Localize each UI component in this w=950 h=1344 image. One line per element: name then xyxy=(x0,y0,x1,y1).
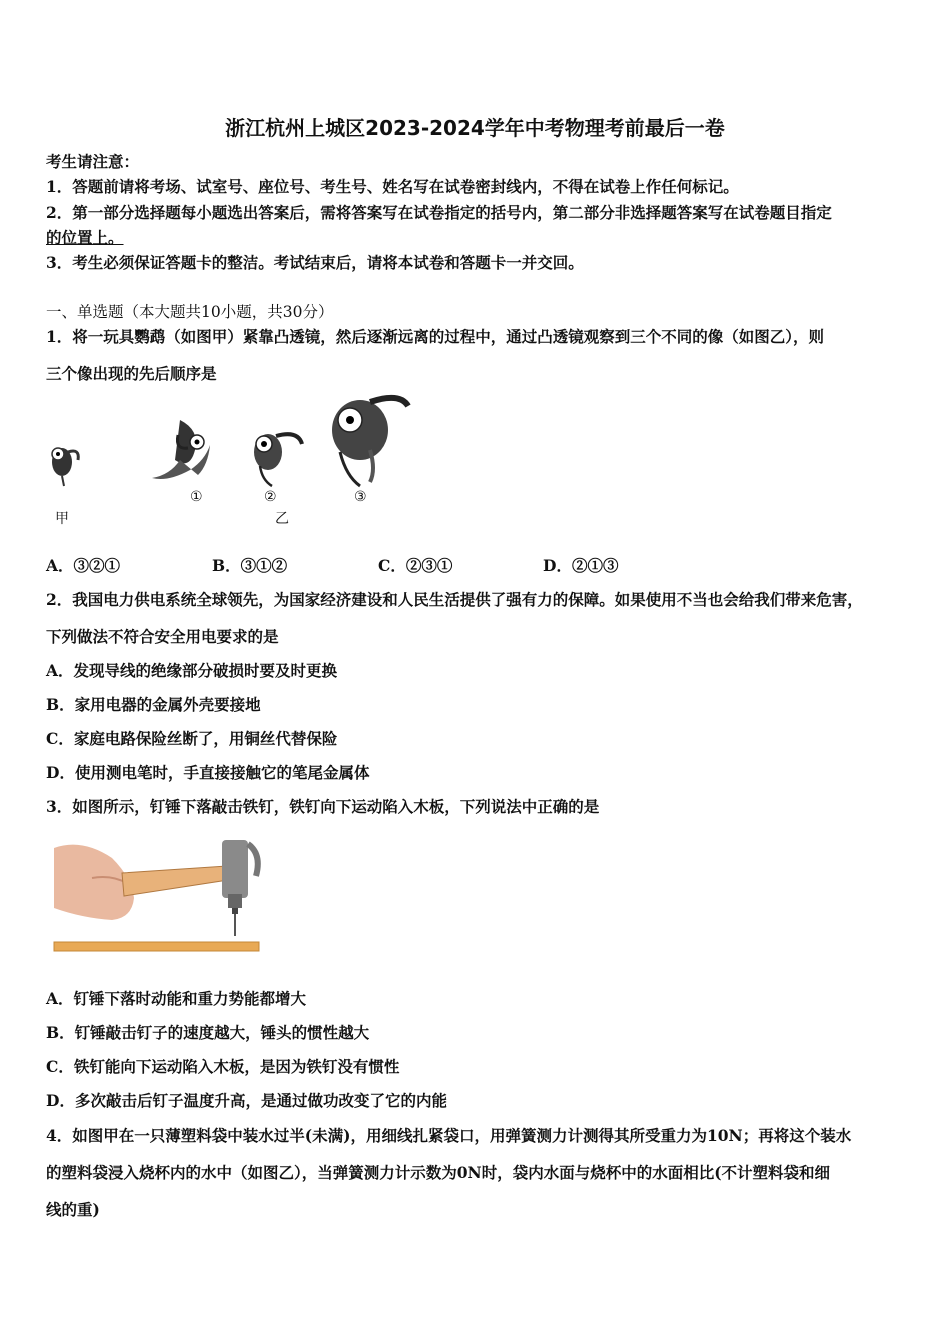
q1-option-b[interactable]: B．③①② xyxy=(212,556,288,575)
fig-label-3: ③ xyxy=(354,489,367,505)
q2-option-d[interactable]: D．使用测电笔时，手直接接触它的笔尾金属体 xyxy=(46,763,370,782)
parrot-image-3-icon xyxy=(332,398,408,486)
q3-option-b[interactable]: B．钉锤敲击钉子的速度越大，锤头的惯性越大 xyxy=(46,1023,370,1042)
q3-option-d[interactable]: D．多次敲击后钉子温度升高，是通过做功改变了它的内能 xyxy=(46,1091,447,1110)
notice-item-1: 1．答题前请将考场、试室号、座位号、考生号、姓名写在试卷密封线内，不得在试卷上作任何标记。 xyxy=(46,177,739,196)
fig-label-yi: 乙 xyxy=(275,511,289,527)
notice-heading: 考生请注意： xyxy=(46,152,140,171)
parrot-jia-icon xyxy=(52,448,78,486)
q1-option-d[interactable]: D．②①③ xyxy=(543,556,619,575)
notice-item-2: 2．第一部分选择题每小题选出答案后，需将答案写在试卷指定的括号内，第二部分非选择题答案写在试卷题目指定 xyxy=(46,203,832,222)
q2-stem-line1: 2．我国电力供电系统全球领先，为国家经济建设和人民生活提供了强有力的保障。如果使用不当也会给我们带来危害， xyxy=(46,590,863,609)
q4-stem-line2: 的塑料袋浸入烧杯内的水中（如图乙），当弹簧测力计示数为0N时，袋内水面与烧杯中的水面相比(不计塑料袋和细 xyxy=(46,1163,831,1182)
hand-icon xyxy=(54,845,134,920)
q2-option-b[interactable]: B．家用电器的金属外壳要接地 xyxy=(46,695,261,714)
parrot-image-1-icon xyxy=(152,420,210,479)
notice-item-3: 3．考生必须保证答题卡的整洁。考试结束后，请将本试卷和答题卡一并交回。 xyxy=(46,253,584,272)
q4-stem-line1: 4．如图甲在一只薄塑料袋中装水过半(未满)，用细线扎紧袋口，用弹簧测力计测得其所受重力为10N；再将这个装水 xyxy=(46,1126,852,1145)
q3-stem: 3．如图所示，钉锤下落敲击铁钉，铁钉向下运动陷入木板，下列说法中正确的是 xyxy=(46,797,600,816)
q3-option-a[interactable]: A．钉锤下落时动能和重力势能都增大 xyxy=(46,989,307,1008)
hammer-handle-icon xyxy=(122,866,230,896)
parrot-image-2-icon xyxy=(254,434,302,486)
q1-stem-line1: 1．将一玩具鹦鹉（如图甲）紧靠凸透镜，然后逐渐远离的过程中，通过凸透镜观察到三个不同的像（如图乙），则 xyxy=(46,327,825,346)
q1-stem-line2: 三个像出现的先后顺序是 xyxy=(46,364,217,383)
q4-stem-line3: 线的重) xyxy=(46,1200,100,1219)
fig-label-1: ① xyxy=(190,489,203,505)
q2-option-a[interactable]: A．发现导线的绝缘部分破损时要及时更换 xyxy=(46,661,338,680)
hammer-figure xyxy=(52,828,267,958)
fig-label-2: ② xyxy=(264,489,277,505)
q2-option-c[interactable]: C．家庭电路保险丝断了，用铜丝代替保险 xyxy=(46,729,338,748)
q1-option-a[interactable]: A．③②① xyxy=(46,556,121,575)
fig-label-jia: 甲 xyxy=(55,511,69,527)
section-heading: 一、单选题（本大题共10小题，共30分） xyxy=(46,303,334,321)
q1-option-c[interactable]: C．②③① xyxy=(378,556,453,575)
hammer-head-icon xyxy=(222,840,258,914)
q3-option-c[interactable]: C．铁钉能向下运动陷入木板，是因为铁钉没有惯性 xyxy=(46,1057,400,1076)
page-title: 浙江杭州上城区2023-2024学年中考物理考前最后一卷 xyxy=(225,116,725,140)
wood-board-icon xyxy=(54,942,259,951)
q2-stem-line2: 下列做法不符合安全用电要求的是 xyxy=(46,627,279,646)
parrot-figure xyxy=(40,390,420,530)
notice-item-2-cont: 的位置上。 xyxy=(46,228,124,247)
